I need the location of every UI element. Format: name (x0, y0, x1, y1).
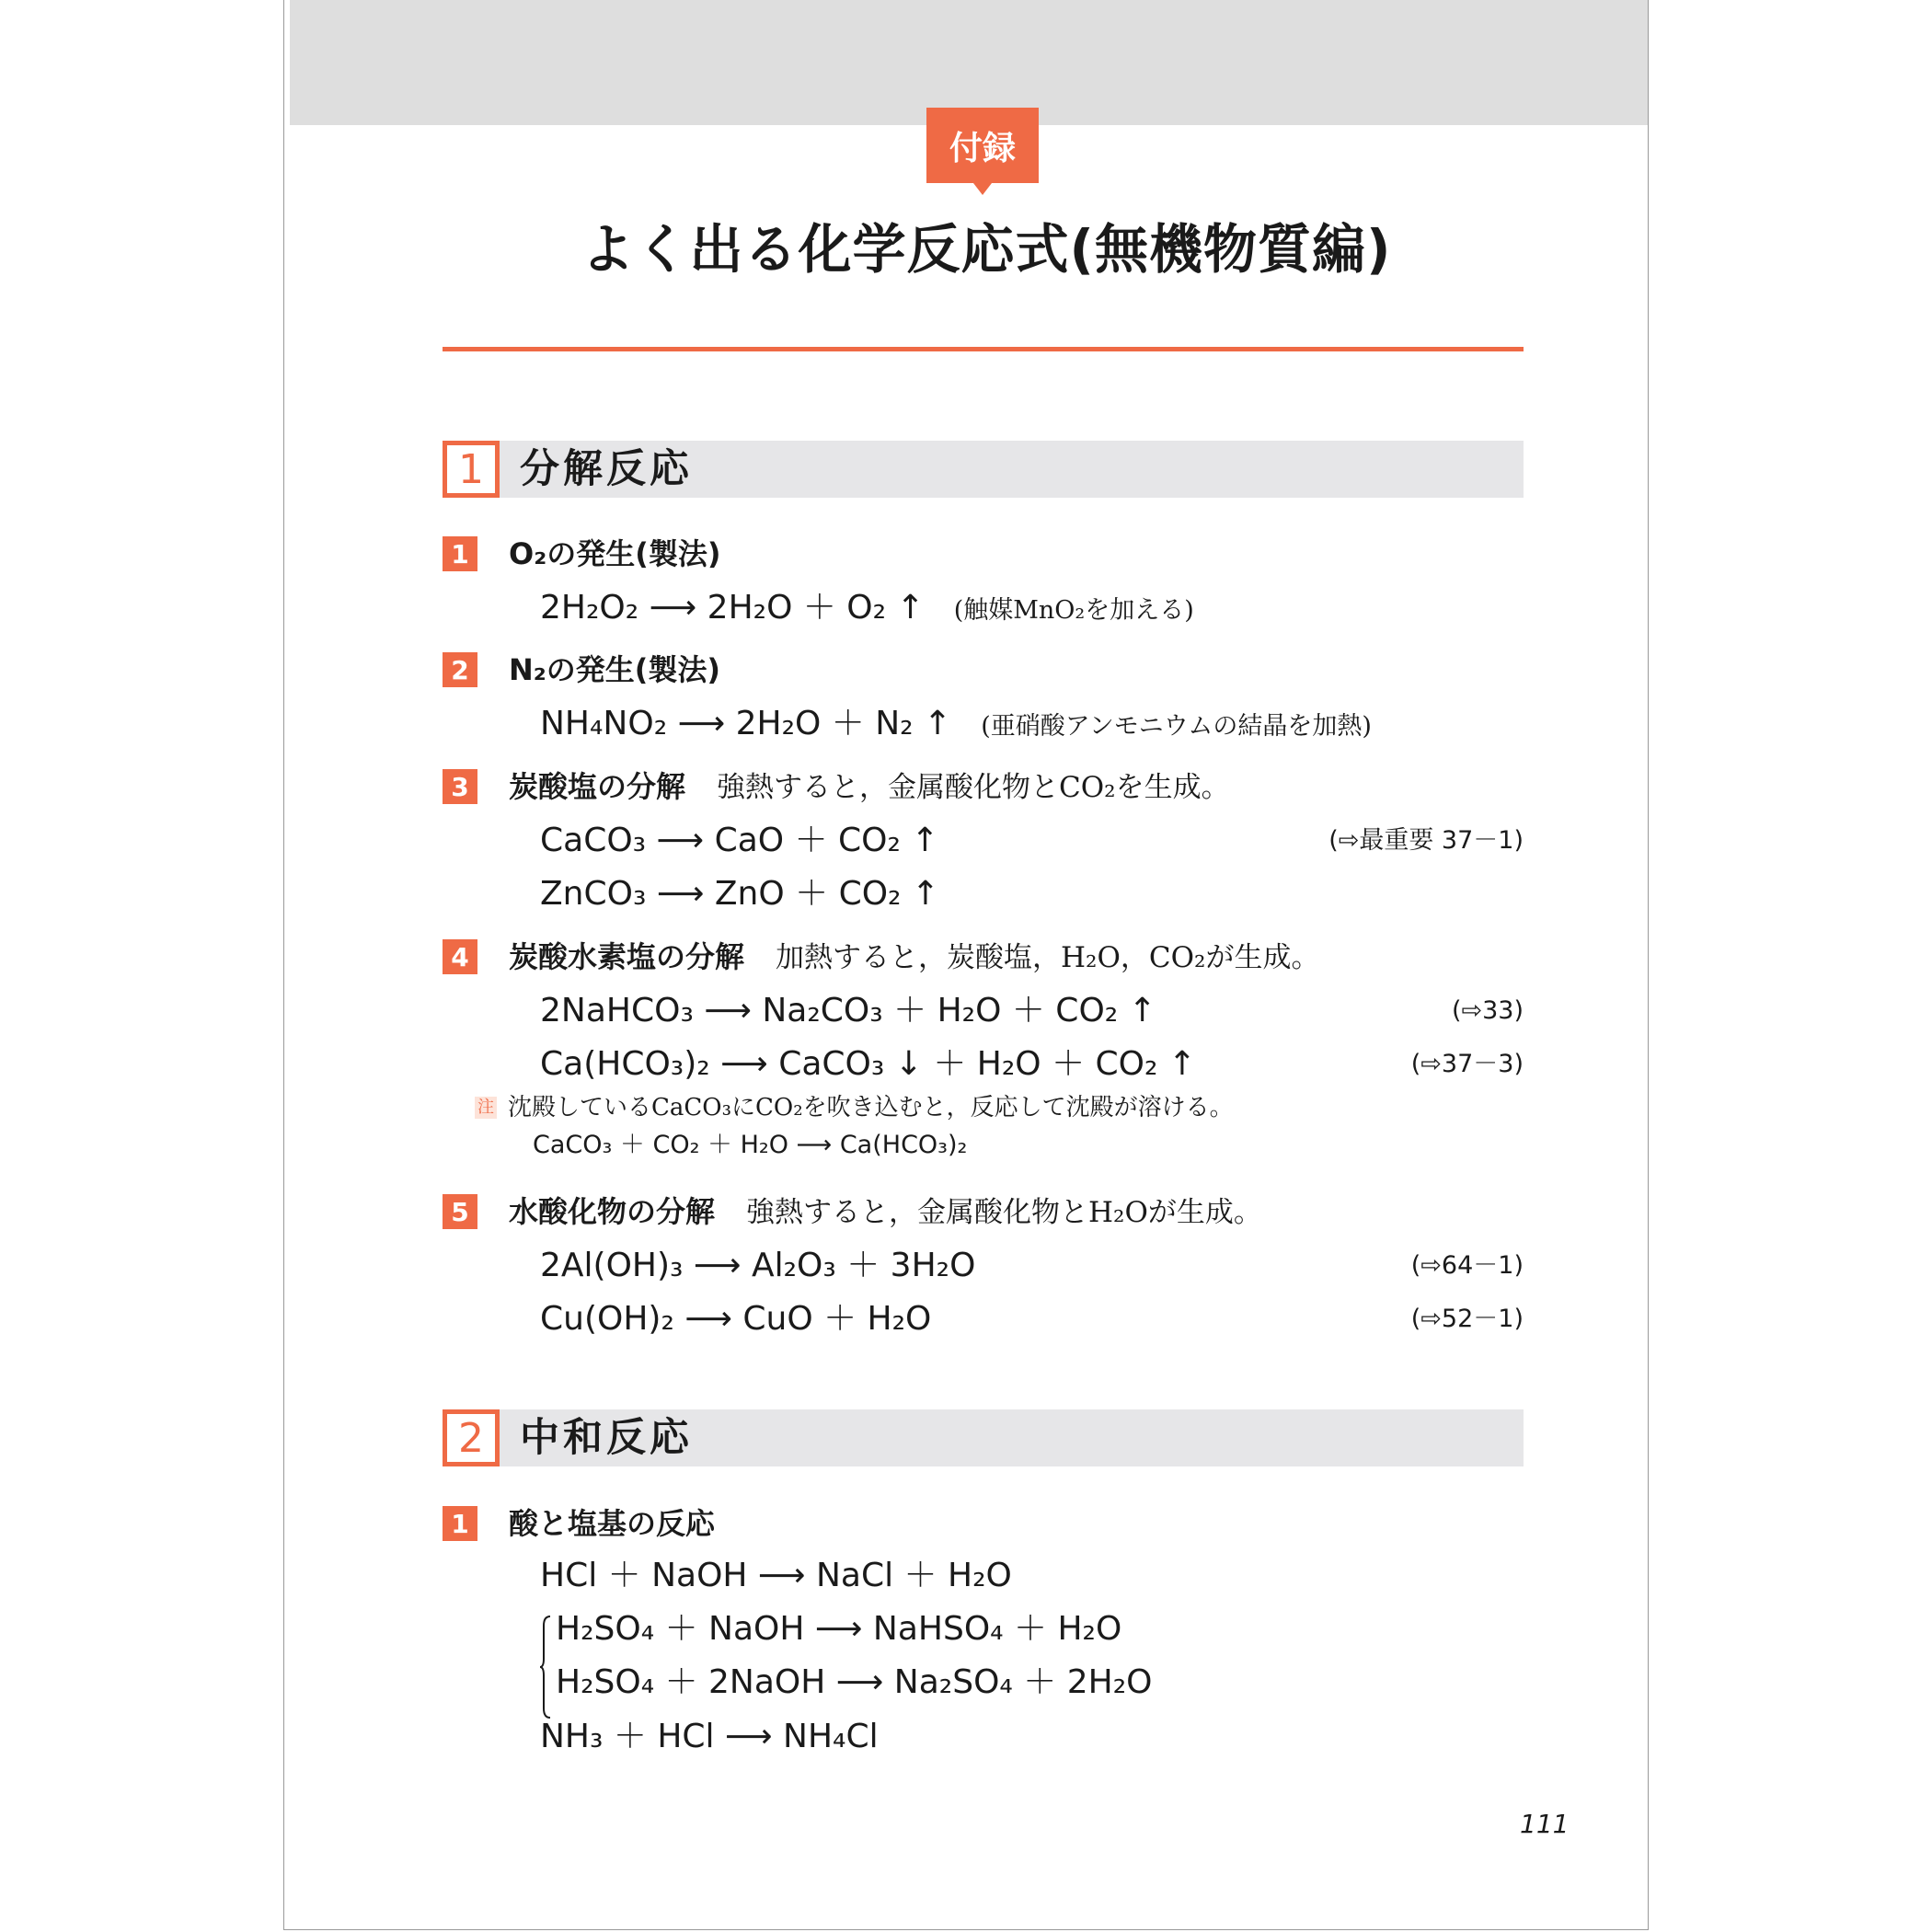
section-number: 2 (443, 1409, 500, 1466)
section-number: 1 (443, 441, 500, 498)
item-number: 3 (443, 769, 477, 804)
equation: 2Al(OH)₃ ⟶ Al₂O₃ ＋ 3H₂O (540, 1247, 976, 1284)
title-rule (443, 347, 1524, 351)
equation-condition: (触媒MnO₂を加える) (953, 596, 1194, 625)
item-description: 強熱すると，金属酸化物とCO₂を生成。 (717, 771, 1230, 804)
cross-reference[interactable]: (⇨37－3) (1410, 1050, 1524, 1078)
equation (540, 585, 1194, 634)
item-title: 酸と塩基の反応 (509, 1506, 716, 1541)
item-title (509, 1190, 1262, 1234)
appendix-tag: 付録 (926, 108, 1039, 183)
tag-pointer (973, 183, 992, 195)
note-text: 沈殿しているCaCO₃にCO₂を吹き込むと，反応して沈殿が溶ける。 (508, 1094, 1234, 1121)
equation: 2NaHCO₃ ⟶ Na₂CO₃ ＋ H₂O ＋ CO₂ ↑ (540, 992, 1156, 1029)
item-description: 強熱すると，金属酸化物とH₂Oが生成。 (746, 1196, 1262, 1229)
equation-text: NH₄NO₂ ⟶ 2H₂O ＋ N₂ ↑ (540, 705, 952, 742)
item-title: N₂の発生(製法) (509, 652, 721, 687)
item-title-text: 炭酸水素塩の分解 (509, 939, 745, 974)
equation-condition: (亜硝酸アンモニウムの結晶を加熱) (981, 712, 1372, 741)
equation: CaCO₃ ⟶ CaO ＋ CO₂ ↑ (540, 822, 939, 859)
equation: Ca(HCO₃)₂ ⟶ CaCO₃ ↓ ＋ H₂O ＋ CO₂ ↑ (540, 1045, 1197, 1083)
cross-reference[interactable]: (⇨64－1) (1410, 1251, 1524, 1280)
equation: Cu(OH)₂ ⟶ CuO ＋ H₂O (540, 1300, 932, 1338)
item-number: 5 (443, 1194, 477, 1229)
item-description: 加熱すると，炭酸塩，H₂O，CO₂が生成。 (776, 941, 1320, 974)
note-mark: 注 (475, 1097, 497, 1119)
item-number: 1 (443, 536, 477, 571)
equation (540, 701, 1372, 750)
section-2-header (443, 1409, 1524, 1466)
equation: ZnCO₃ ⟶ ZnO ＋ CO₂ ↑ (540, 875, 940, 913)
item-title (509, 765, 1230, 809)
cross-reference[interactable]: (⇨33) (1451, 996, 1524, 1025)
item-number: 2 (443, 652, 477, 687)
item-title: O₂の発生(製法) (509, 536, 721, 571)
item-title-text: 炭酸塩の分解 (509, 769, 686, 804)
section-title: 中和反応 (520, 1415, 693, 1461)
note-equation: CaCO₃ ＋ CO₂ ＋ H₂O ⟶ Ca(HCO₃)₂ (533, 1131, 968, 1159)
header-band (290, 0, 1648, 125)
equation: H₂SO₄ ＋ NaOH ⟶ NaHSO₄ ＋ H₂O (556, 1610, 1122, 1648)
brace-icon (540, 1615, 551, 1719)
equation: HCl ＋ NaOH ⟶ NaCl ＋ H₂O (540, 1557, 1012, 1594)
page-number: 111 (1520, 1809, 1570, 1839)
section-title: 分解反応 (520, 446, 693, 492)
equation: H₂SO₄ ＋ 2NaOH ⟶ Na₂SO₄ ＋ 2H₂O (556, 1663, 1153, 1701)
cross-reference[interactable]: (⇨最重要 37－1) (1328, 826, 1524, 855)
equation-text: 2H₂O₂ ⟶ 2H₂O ＋ O₂ ↑ (540, 589, 925, 627)
page-title: よく出る化学反応式(無機物質編) (581, 218, 1392, 281)
cross-reference[interactable]: (⇨52－1) (1410, 1305, 1524, 1333)
item-title-text: 水酸化物の分解 (509, 1194, 716, 1229)
section-1-header (443, 441, 1524, 498)
item-title (509, 936, 1319, 979)
item-number: 4 (443, 939, 477, 974)
equation: NH₃ ＋ HCl ⟶ NH₄Cl (540, 1718, 879, 1755)
item-number: 1 (443, 1506, 477, 1541)
